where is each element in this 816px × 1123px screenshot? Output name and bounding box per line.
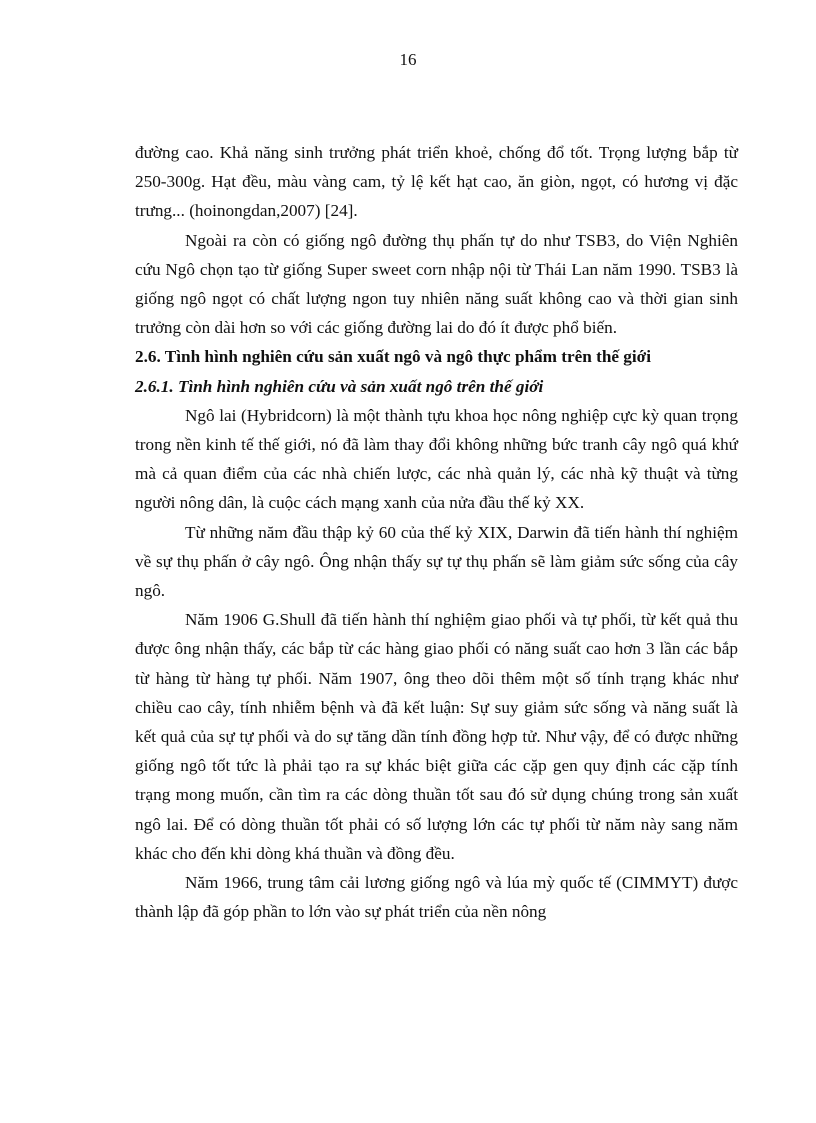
body-text xyxy=(135,138,738,926)
paragraph-tsb3: Ngoài ra còn có giống ngô đường thụ phấn tự do như TSB3, do Viện Nghiên cứu Ngô chọn tạo từ giống Super sweet corn nhập nội từ Thái Lan năm 1990. TSB3 là giống ngô ngọt có chất lượng ngon tuy nhiên năng suất không cao và thời gian sinh trưởng còn dài hơn so với các giống đường lai do đó ít được phổ biến. xyxy=(135,230,738,338)
paragraph-darwin: Từ những năm đầu thập kỷ 60 của thế kỷ XIX, Darwin đã tiến hành thí nghiệm về sự thụ phấn ở cây ngô. Ông nhận thấy sự tự thụ phấn sẽ làm giảm sức sống của cây ngô. xyxy=(135,522,738,601)
paragraph-shull: Năm 1906 G.Shull đã tiến hành thí nghiệm giao phối và tự phối, từ kết quả thu được ông nhận thấy, các bắp từ các hàng giao phối có năng suất cao hơn 3 lần các bắp từ hàng từ hàng tự phối. Năm 1907, ông theo dõi thêm một số tính trạng khác như chiều cao cây, tính nhiễm bệnh và đã kết luận: Sự suy giảm sức sống và năng suất là kết quả của sự tự phối và do sự tăng dần tính đồng hợp tử. Như vậy, để có được những giống ngô tốt tức là phải tạo ra sự khác biệt giữa các cặp gen quy định các cặp tính trạng mong muốn, cần tìm ra các dòng thuần tốt sau đó sử dụng chúng trong sản xuất ngô lai. Để có dòng thuần tốt phải có số lượng lớn các tự phối từ năm này sang năm khác cho đến khi dòng khá thuần và đồng đều. xyxy=(135,610,738,863)
paragraph-hybrid-corn: Ngô lai (Hybridcorn) là một thành tựu khoa học nông nghiệp cực kỳ quan trọng trong nền kinh tế thế giới, nó đã làm thay đổi không những bức tranh cây ngô quá khứ mà cả quan điểm của các nhà chiến lược, các nhà quản lý, các nhà kỹ thuật và từng người nông dân, là cuộc cách mạng xanh của nửa đầu thế kỷ XX. xyxy=(135,405,738,513)
heading-section-2-6-1: 2.6.1. Tình hình nghiên cứu và sản xuất ngô trên thế giới xyxy=(135,376,544,396)
heading-section-2-6: 2.6. Tình hình nghiên cứu sản xuất ngô và ngô thực phẩm trên thế giới xyxy=(135,347,651,367)
page-number: 16 xyxy=(399,50,417,69)
paragraph-cimmyt: Năm 1966, trung tâm cải lương giống ngô và lúa mỳ quốc tế (CIMMYT) được thành lập đã góp phần to lớn vào sự phát triển của nền nông xyxy=(135,873,738,922)
paragraph-sweet-corn-traits: đường cao. Khả năng sinh trưởng phát triển khoẻ, chống đổ tốt. Trọng lượng bắp từ 250-300g. Hạt đều, màu vàng cam, tỷ lệ kết hạt cao, ăn giòn, ngọt, có hương vị đặc trưng... (hoinongdan,2007) [24]. xyxy=(135,143,738,221)
